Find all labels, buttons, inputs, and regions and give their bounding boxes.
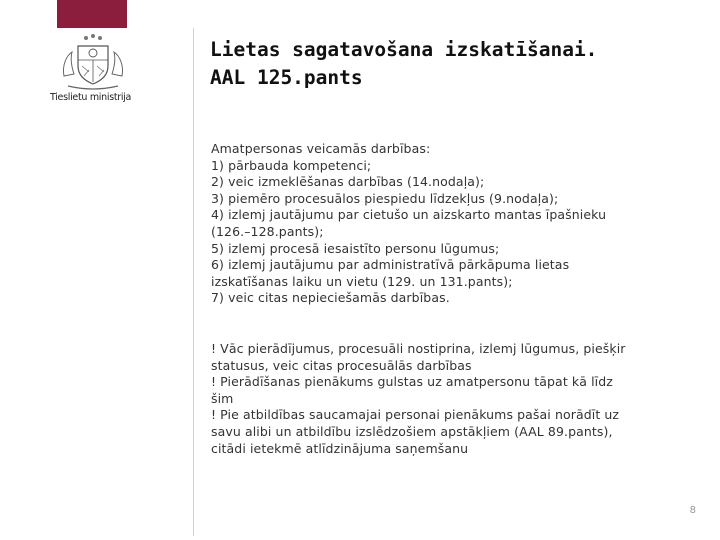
slide-title	[210, 36, 597, 92]
notes-list	[211, 341, 681, 457]
note-line: statusus, veic citas procesuālās darbības	[211, 357, 472, 373]
list-line: 5) izlemj procesā iesaistīto personu lūgumus;	[211, 240, 500, 256]
note-line: ! Vāc pierādījumus, procesuāli nostiprina, izlemj lūgumus, piešķir	[211, 341, 626, 356]
list-line: 3) piemēro procesuālos piespiedu līdzekļus (9.nodaļa);	[211, 190, 559, 206]
ministry-logo	[50, 32, 140, 106]
list-line: 6) izlemj jautājumu par administratīvā pārkāpuma lietas	[211, 257, 570, 273]
note-line: šim	[211, 390, 234, 406]
list-line: Amatpersonas veicamās darbības:	[211, 141, 431, 156]
list-line: (126.–128.pants);	[211, 223, 324, 239]
list-line: 2) veic izmeklēšanas darbības (14.nodaļa);	[211, 174, 485, 190]
note-line: ! Pie atbildības saucamajai personai pienākums pašai norādīt uz	[211, 407, 620, 423]
vertical-divider	[193, 28, 194, 536]
coat-of-arms-icon	[58, 32, 128, 90]
list-line: izskatīšanas laiku un vietu (129. un 131.pants);	[211, 273, 513, 289]
note-line: citādi ietekmē atlīdzinājuma saņemšanu	[211, 440, 469, 456]
ministry-name: Tieslietu ministrija	[50, 92, 132, 103]
brand-color-bar	[57, 0, 127, 28]
note-line: savu alibi un atbildību izslēdzošiem apstākļiem (AAL 89.pants),	[211, 423, 613, 439]
list-line: 7) veic citas nepieciešamās darbības.	[211, 290, 450, 306]
actions-list	[211, 141, 681, 307]
list-line: 4) izlemj jautājumu par cietušo un aizskarto mantas īpašnieku	[211, 207, 607, 223]
note-line: ! Pierādīšanas pienākums gulstas uz amatpersonu tāpat kā līdz	[211, 374, 613, 390]
title-line: Lietas sagatavošana izskatīšanai.	[210, 38, 598, 61]
title-line: AAL 125.pants	[210, 66, 363, 89]
list-line: 1) pārbauda kompetenci;	[211, 157, 372, 173]
page-number: 8	[689, 505, 696, 516]
